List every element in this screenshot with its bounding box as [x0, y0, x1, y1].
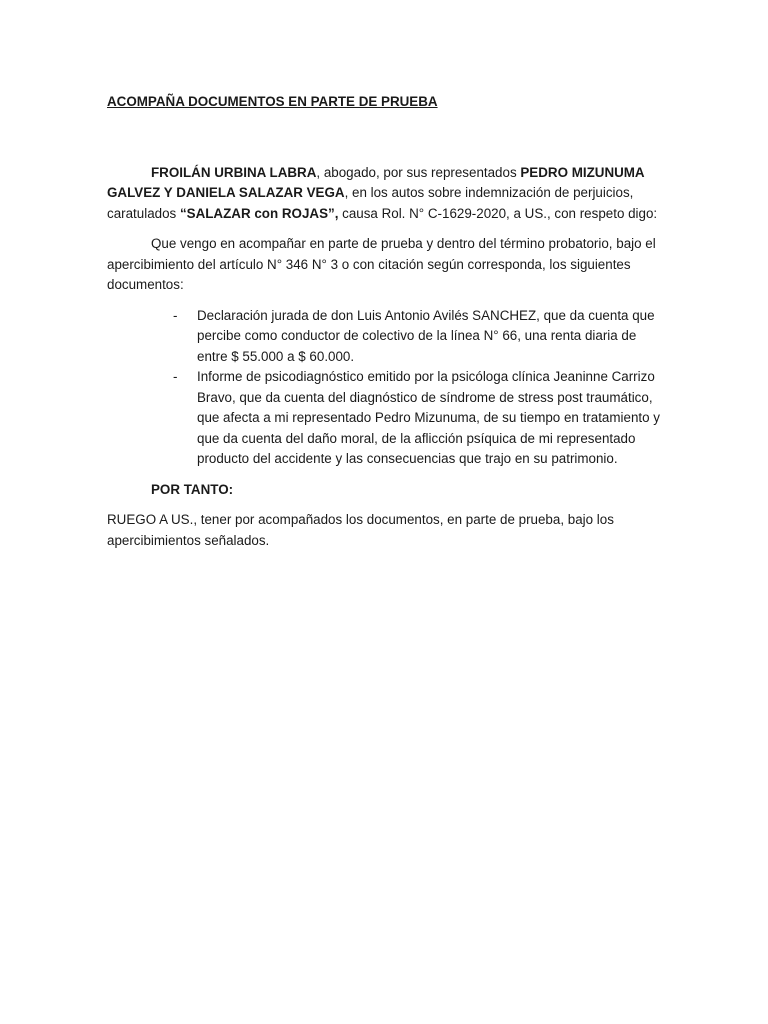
list-marker: - [173, 369, 178, 384]
list-item [107, 306, 667, 368]
case-name: “SALAZAR con ROJAS”, [179, 205, 339, 221]
intro-text-1: , abogado, por sus representados [316, 164, 521, 180]
clients-names: PEDRO MIZUNUMA GALVEZ Y DANIELA SALAZAR VEGA [107, 164, 645, 200]
list-item-text: Informe de psicodiagnóstico emitido por la psicóloga clínica Jeaninne Carrizo Bravo, que da cuenta del diagnóstico de síndrome de stress post traumático, que afecta a mi representado Pedro Mizunuma, de su tiempo en tratamiento y que da cuenta del daño moral, de la aflicción psíquica de mi representado producto del accidente y las consecuencias que trajo en su patrimonio. [197, 369, 660, 466]
list-item-text: Declaración jurada de don Luis Antonio Avilés SANCHEZ, que da cuenta que percibe como conductor de colectivo de la línea N° 66, una renta diaria de entre $ 55.000 a $ 60.000. [197, 307, 655, 364]
por-tanto-heading: POR TANTO: [151, 481, 234, 497]
lawyer-name: FROILÁN URBINA LABRA [151, 164, 317, 180]
list-marker: - [173, 307, 178, 323]
paragraph-indent [107, 236, 151, 251]
document-title: ACOMPAÑA DOCUMENTOS EN PARTE DE PRUEBA [107, 94, 438, 109]
intro-paragraph [107, 163, 667, 225]
intro-text-2: , en los autos sobre indemnización de perjuicios, caratulados [107, 185, 634, 221]
intro-text-3: causa Rol. N° C-1629-2020, a US., con respeto digo: [338, 205, 658, 221]
closing-paragraph: RUEGO A US., tener por acompañados los documentos, en parte de prueba, bajo los apercibimientos señalados. [107, 512, 614, 548]
documents-paragraph-text: Que vengo en acompañar en parte de prueba y dentro del término probatorio, bajo el apercibimiento del artículo N° 346 N° 3 o con citación según corresponda, los siguientes documentos: [107, 236, 656, 292]
intro-indent [107, 165, 151, 180]
document-page [107, 92, 667, 551]
documents-paragraph [107, 234, 667, 296]
list-item [107, 367, 667, 470]
documents-list [107, 306, 667, 470]
